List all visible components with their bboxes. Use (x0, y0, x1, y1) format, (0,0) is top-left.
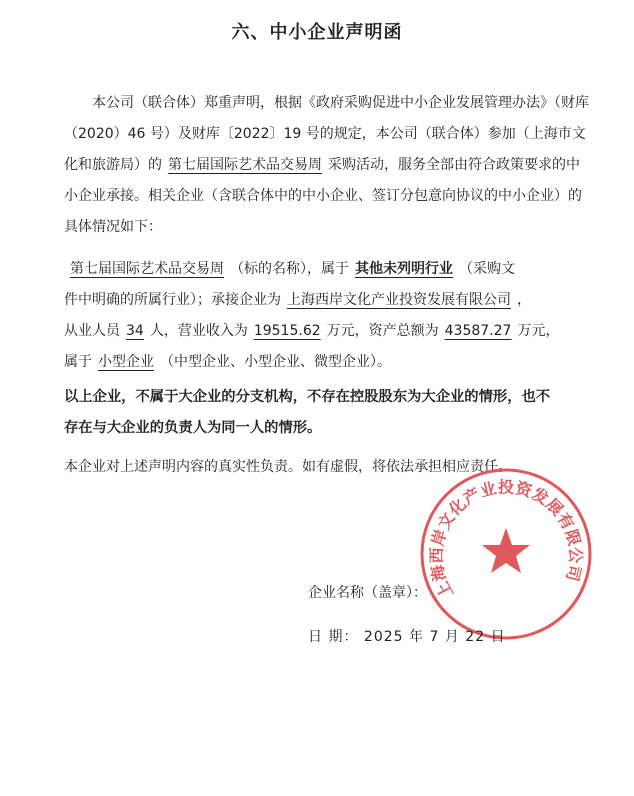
company-name: 上海西岸文化产业投资发展有限公司 (287, 292, 511, 308)
date-label: 日 期： (308, 629, 359, 645)
type-label: 属于 (64, 354, 92, 370)
type-options: （中型企业、小型企业、微型企业）。 (160, 354, 391, 370)
employees-label: 从业人员 (64, 323, 120, 339)
industry-value: 其他未列明行业 (355, 261, 453, 277)
date-year: 2025 (363, 629, 404, 645)
declaration-line-1: 以上企业，不属于大企业的分支机构，不存在控股股东为大企业的情形，也不 (64, 389, 551, 405)
industry-suffix: （采购文 (459, 261, 515, 277)
date-month-unit: 月 (444, 629, 460, 645)
declaration-line-2: 存在与大企业的负责人为同一人的情形。 (64, 420, 322, 436)
intro-paragraph (64, 88, 592, 243)
employees-value: 34 (126, 323, 144, 339)
date-month: 7 (429, 629, 440, 645)
intro-line-3b: 采购活动，服务全部由 (328, 157, 468, 173)
date-day-unit: 日 (490, 629, 506, 645)
company-signature-label: 企业名称（盖章）： (308, 585, 427, 601)
assets-value: 43587.27 (444, 323, 512, 339)
project-name: 第七届国际艺术品交易周 (168, 157, 322, 173)
details-paragraph (64, 254, 592, 378)
revenue-label: 人，营业收入为 (149, 323, 248, 339)
details-line-2 (64, 285, 592, 316)
details-line-3 (64, 316, 592, 347)
seal-star-icon (482, 528, 530, 573)
declaration-paragraph (64, 382, 592, 444)
enterprise-type: 小型企业 (98, 354, 154, 370)
seal-text: 上海西岸文化产业投资发展有限公司 (426, 477, 586, 602)
responsibility-statement: 本企业对上述声明内容的真实性负责。如有虚假，将依法承担相应责任。 (64, 459, 512, 475)
intro-line-4: 符合政策要求的中小企业承接。相关企业（含联合体中的中小企业、签订分包意 (64, 157, 580, 204)
contractor-label: 件中明确的所属行业）；承接企业为 (64, 292, 281, 308)
document-title: 六、中小企业声明函 (231, 22, 403, 43)
subject-name: 第七届国际艺术品交易周 (70, 261, 224, 277)
assets-label: 万元，资产总额为 (326, 323, 439, 339)
intro-line-3a: （上海市文化和旅游局）的 (64, 126, 586, 173)
contractor-punct: ， (517, 292, 531, 308)
intro-line-1: 本公司（联合体）郑重声明，根据《政府采购促进中小企业发展管理办法》 (92, 95, 554, 111)
date-day: 22 (465, 629, 486, 645)
assets-unit: 万元， (517, 323, 560, 339)
signature-date (308, 626, 506, 646)
intro-line-2: （财库（2020）46 号）及财库〔2022〕19 号的规定，本公司（联合体）参加 (64, 95, 589, 142)
subject-suffix: （标的名称），属于 (230, 261, 349, 277)
company-seal (418, 466, 594, 642)
revenue-value: 19515.62 (253, 323, 321, 339)
intro-line-5: 向协议的中小企业）的具体情况如下： (64, 188, 582, 235)
details-line-1 (64, 254, 592, 285)
details-line-4 (64, 347, 592, 378)
date-year-unit: 年 (409, 629, 424, 645)
